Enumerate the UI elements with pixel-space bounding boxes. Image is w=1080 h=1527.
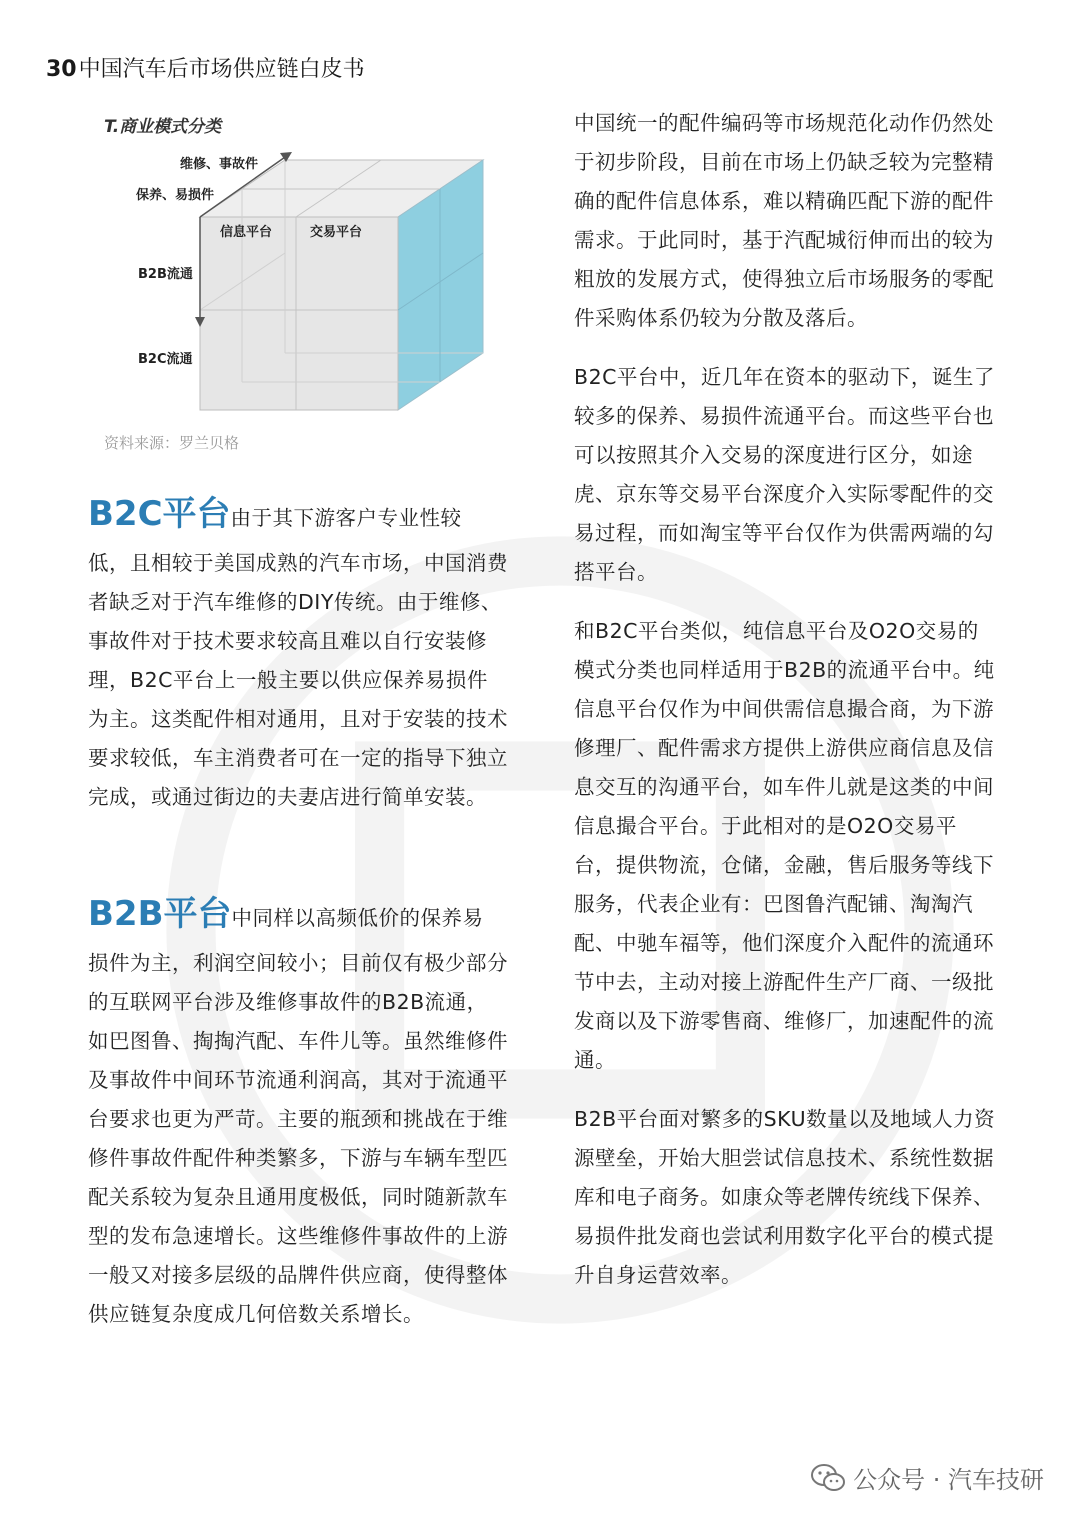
right-paragraph-1: 中国统一的配件编码等市场规范化动作仍然处于初步阶段，目前在市场上仍缺乏较为完整精确的配件信息体系，难以精确匹配下游的配件需求。于此同时，基于汽配城衍伸而出的较为粗放的发展方式，使得独立后市场服务的零配件采购体系仍较为分散及落后。: [574, 111, 994, 330]
b2c-first-line: [88, 488, 508, 544]
right-column: [574, 104, 996, 1315]
cube-front-face: [200, 217, 398, 410]
b2b-first-text: 中同样以高频低价的保养易: [231, 906, 484, 930]
b2c-paragraph: 低，且相较于美国成熟的汽车市场，中国消费者缺乏对于汽车维修的DIY传统。由于维修、事故件对于技术要求较高且难以自行安装修理，B2C平台上一般主要以供应保养易损件为主。这类配件相对通用，且对于安装的技术要求较低，车主消费者可在一定的指导下独立完成，或通过街边的夫妻店进行简单安装。: [88, 551, 508, 809]
right-paragraph-4: B2B平台面对繁多的SKU数量以及地域人力资源壁垒，开始大胆尝试信息技术、系统性数据库和电子商务。如康众等老牌传统线下保养、易损件批发商也尝试利用数字化平台的模式提升自身运营效率。: [574, 1107, 996, 1287]
b2c-heading: B2C平台: [88, 494, 231, 534]
label-b2b: B2B流通: [138, 267, 193, 282]
wechat-watermark: [811, 1460, 1044, 1495]
label-maintenance-parts: 保养、易损件: [136, 188, 215, 203]
label-b2c: B2C流通: [138, 352, 193, 367]
right-paragraph-3: 和B2C平台类似，纯信息平台及O2O交易的模式分类也同样适用于B2B的流通平台中。纯信息平台仅作为中间供需信息撮合商，为下游修理厂、配件需求方提供上游供应商信息及信息交互的沟通平台，如车件儿就是这类的中间信息撮合平台。于此相对的是O2O交易平台，提供物流，仓储，金融，售后服务等线下服务，代表企业有：巴图鲁汽配铺、淘淘汽配、中驰车福等，他们深度介入配件的流通环节中去，主动对接上游配件生产厂商、一级批发商以及下游零售商、维修厂，加速配件的流通。: [574, 619, 995, 1072]
b2b-first-line: [88, 888, 508, 944]
b2c-section: [88, 488, 508, 817]
label-trade-platform: 交易平台: [310, 225, 363, 240]
b2b-section: [88, 888, 508, 1334]
b2c-first-text: 由于其下游客户专业性较: [230, 506, 462, 530]
wechat-icon: [811, 1463, 845, 1493]
business-model-cube-figure: [128, 145, 498, 420]
right-paragraph-2: B2C平台中，近几年在资本的驱动下，诞生了较多的保养、易损件流通平台。而这些平台也可以按照其介入交易的深度进行区分，如途虎、京东等交易平台深度介入实际零配件的交易过程，而如淘宝等平台仅作为供需两端的勾搭平台。: [574, 365, 995, 584]
figure-source: 资料来源：罗兰贝格: [104, 434, 240, 452]
label-info-platform: 信息平台: [220, 225, 273, 240]
cube-diagram: [128, 145, 498, 420]
page-header: [46, 52, 365, 83]
b2b-paragraph: 损件为主，利润空间较小；目前仅有极少部分的互联网平台涉及维修事故件的B2B流通，如巴图鲁、掏掏汽配、车件儿等。虽然维修件及事故件中间环节流通利润高，其对于流通平台要求也更为严苛。主要的瓶颈和挑战在于维修件事故件配件种类繁多，下游与车辆车型匹配关系较为复杂且通用度极低，同时随新款车型的发布急速增长。这些维修件事故件的上游一般又对接多层级的品牌件供应商，使得整体供应链复杂度成几何倍数关系增长。: [88, 951, 508, 1326]
label-repair-parts: 维修、事故件: [180, 157, 259, 172]
page-number: 30: [46, 57, 77, 82]
document-title: 中国汽车后市场供应链白皮书: [78, 57, 365, 82]
figure-title: T.商业模式分类: [104, 117, 222, 137]
watermark-label: 公众号 · 汽车技研: [853, 1466, 1044, 1494]
b2b-heading: B2B平台: [88, 894, 232, 934]
